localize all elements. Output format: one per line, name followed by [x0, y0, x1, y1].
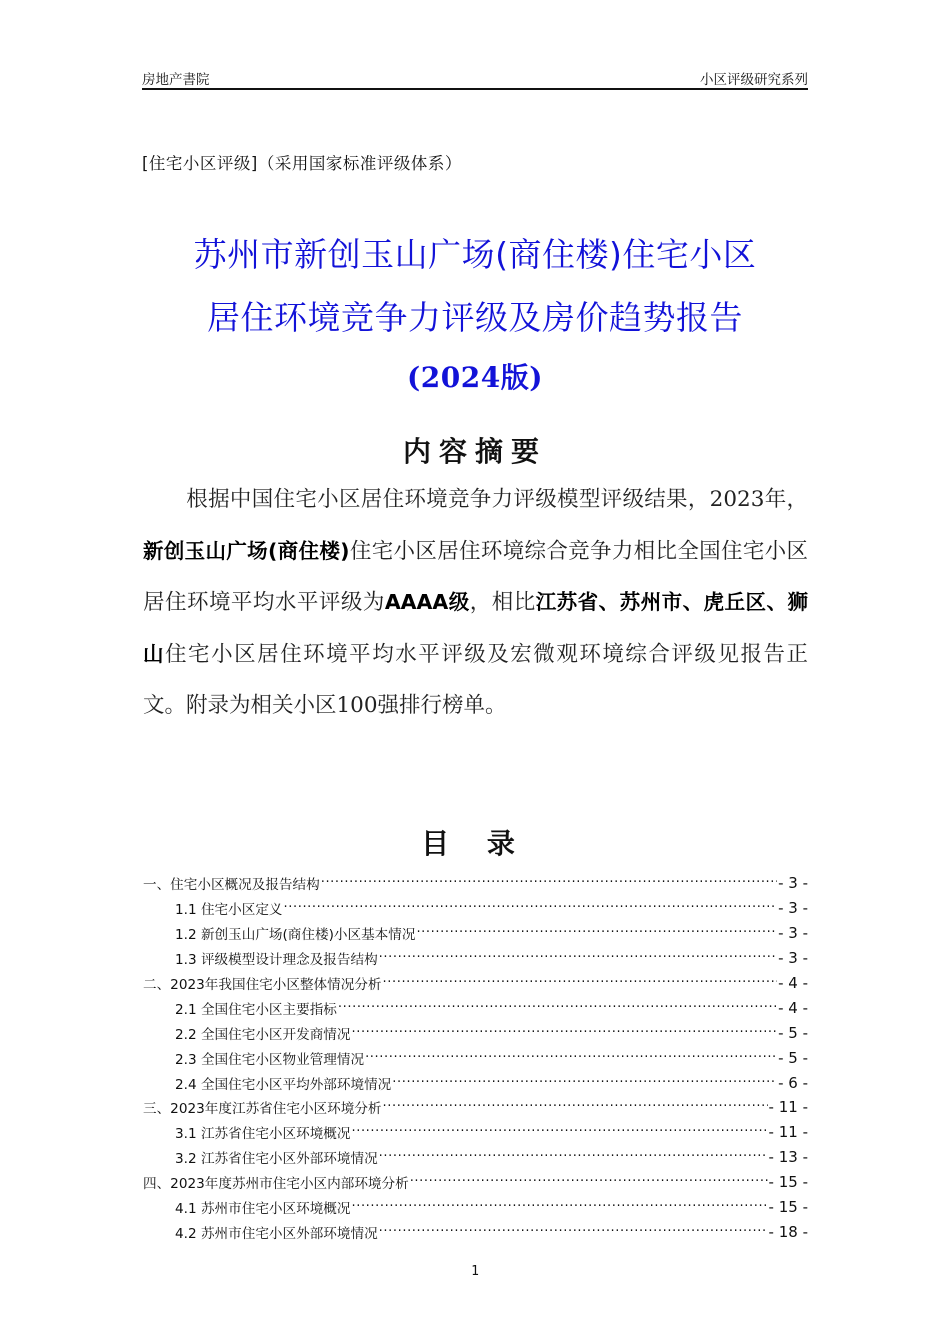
toc-entry-label: 3.1 江苏省住宅小区环境概况 — [175, 1126, 351, 1143]
toc-leader-dots — [338, 1001, 777, 1015]
toc-entry-label: 2.2 全国住宅小区开发商情况 — [175, 1026, 351, 1043]
toc-entry[interactable] — [143, 871, 808, 896]
toc-entry-page: - 11 - — [768, 1098, 808, 1117]
toc-entry[interactable] — [143, 1120, 808, 1145]
toc-entry-label: 4.2 苏州市住宅小区外部环境情况 — [175, 1225, 378, 1242]
toc-entry[interactable] — [143, 1145, 808, 1170]
toc-heading: 目 录 — [421, 827, 529, 860]
abstract-regions: 江苏省、苏州市、虎丘区、狮山 — [143, 590, 808, 666]
abstract-rating: AAAA级 — [384, 590, 470, 614]
toc-leader-dots — [284, 901, 778, 915]
toc-entry-page: - 5 - — [778, 1048, 808, 1067]
toc-leader-dots — [351, 1200, 767, 1214]
toc-leader-dots — [379, 1225, 768, 1239]
toc-leader-dots — [416, 926, 777, 940]
abstract-community-name: 新创玉山广场(商住楼) — [143, 538, 350, 563]
toc-entry-page: - 6 - — [778, 1073, 808, 1092]
toc-entry[interactable] — [143, 1095, 808, 1120]
toc-entry-label: 1.2 新创玉山广场(商住楼)小区基本情况 — [175, 927, 416, 944]
toc-entry[interactable] — [143, 1045, 808, 1070]
toc-entry-page: - 15 - — [768, 1173, 808, 1192]
abstract-heading: 内容摘要 — [402, 435, 547, 468]
toc-entry-label: 2.4 全国住宅小区平均外部环境情况 — [175, 1076, 392, 1093]
toc-entry[interactable] — [143, 896, 808, 921]
toc-leader-dots — [383, 1100, 768, 1114]
toc-entry-page: - 4 - — [778, 974, 808, 992]
abstract-body — [143, 474, 808, 732]
toc-entry[interactable] — [143, 971, 808, 996]
toc-leader-dots — [351, 1026, 777, 1040]
toc-entry-label: 3.2 江苏省住宅小区外部环境情况 — [175, 1151, 378, 1168]
toc-leader-dots — [321, 876, 777, 890]
toc-entry-label: 三、2023年度江苏省住宅小区环境分析 — [143, 1101, 382, 1118]
table-of-contents — [143, 871, 808, 1244]
toc-entry-label: 2.1 全国住宅小区主要指标 — [175, 1001, 337, 1018]
toc-entry-page: - 11 - — [768, 1123, 808, 1142]
toc-entry-label: 1.3 评级模型设计理念及报告结构 — [175, 952, 378, 969]
toc-entry-page: - 3 - — [778, 874, 808, 893]
toc-leader-dots — [392, 1076, 777, 1090]
abstract-text-3: ，相比 — [469, 590, 536, 615]
toc-entry-page: - 3 - — [778, 924, 808, 943]
toc-leader-dots — [379, 1150, 768, 1164]
toc-entry-label: 四、2023年度苏州市住宅小区内部环境分析 — [143, 1176, 409, 1193]
toc-leader-dots — [383, 976, 778, 990]
toc-entry-page: - 3 - — [778, 949, 808, 968]
toc-leader-dots — [351, 1125, 767, 1139]
rating-tagline: [住宅小区评级]（采用国家标准评级体系） — [142, 154, 462, 173]
toc-entry-label: 1.1 住宅小区定义 — [175, 902, 283, 919]
header-rule — [142, 88, 808, 90]
abstract-text-1: 根据中国住宅小区居住环境竞争力评级模型评级结果，2023年， — [186, 487, 808, 512]
toc-entry-page: - 15 - — [768, 1198, 808, 1217]
toc-entry[interactable] — [143, 1219, 808, 1244]
toc-entry-label: 2.3 全国住宅小区物业管理情况 — [175, 1051, 365, 1068]
report-title-line2: 居住环境竞争力评级及房价趋势报告 — [207, 298, 743, 337]
running-header — [142, 66, 808, 88]
header-publisher: 房地产書院 — [142, 72, 210, 88]
report-edition: (2024版) — [407, 361, 543, 394]
toc-entry-label: 4.1 苏州市住宅小区环境概况 — [175, 1201, 351, 1218]
toc-entry[interactable] — [143, 1170, 808, 1195]
toc-entry[interactable] — [143, 995, 808, 1020]
toc-entry[interactable] — [143, 1070, 808, 1095]
abstract-text-4: 住宅小区居住环境平均水平评级及宏微观环境综合评级见报告正文。附录为相关小区100强排行榜单。 — [143, 641, 809, 718]
toc-entry-page: - 3 - — [778, 899, 808, 918]
toc-entry-page: - 4 - — [778, 998, 808, 1017]
toc-leader-dots — [379, 951, 777, 965]
toc-leader-dots — [410, 1175, 768, 1189]
toc-leader-dots — [365, 1051, 777, 1065]
toc-entry-label: 一、住宅小区概况及报告结构 — [143, 877, 320, 894]
toc-entry[interactable] — [143, 1195, 808, 1220]
toc-entry-label: 二、2023年我国住宅小区整体情况分析 — [143, 977, 382, 993]
page-number: 1 — [471, 1264, 479, 1279]
report-title-line1: 苏州市新创玉山广场(商住楼)住宅小区 — [193, 235, 757, 274]
toc-entry-page: - 5 - — [778, 1023, 808, 1042]
toc-entry-page: - 18 - — [768, 1222, 808, 1241]
toc-entry[interactable] — [143, 921, 808, 946]
abstract-text-2: 住宅小区居住环境综合竞争力相比全国住宅小区居住环境平均水平评级为 — [143, 538, 808, 615]
header-series: 小区评级研究系列 — [700, 72, 808, 88]
toc-entry-page: - 13 - — [768, 1148, 808, 1167]
toc-entry[interactable] — [143, 946, 808, 971]
toc-entry[interactable] — [143, 1020, 808, 1045]
